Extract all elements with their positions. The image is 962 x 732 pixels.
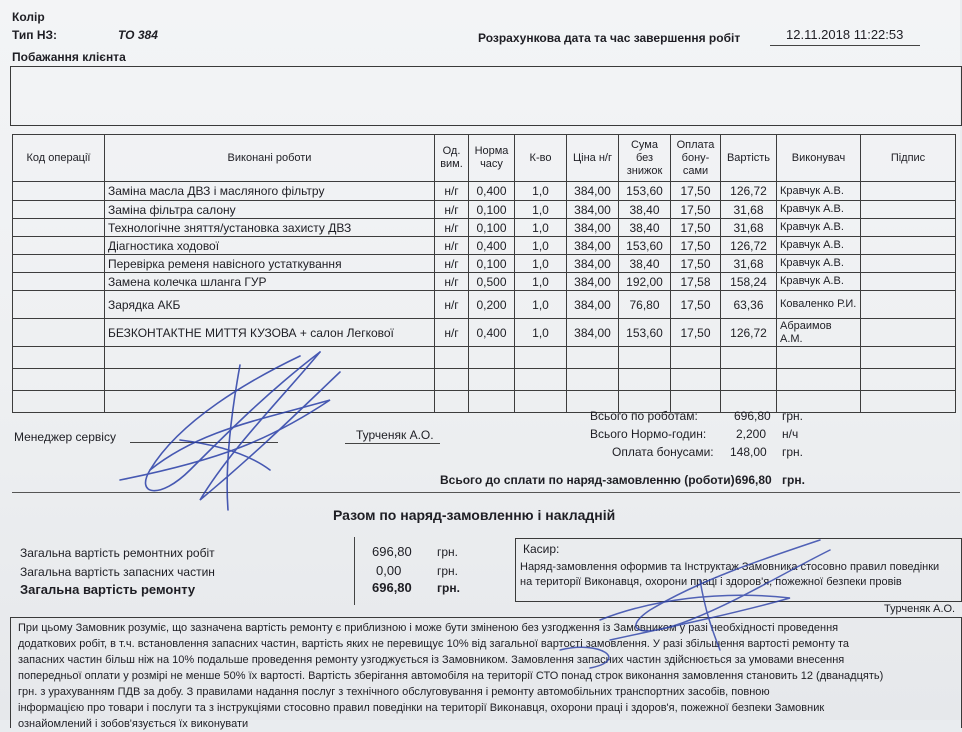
work-description-cell: Перевірка ременя навісного устаткування xyxy=(105,255,435,273)
sum-cell: 153,60 xyxy=(619,237,671,255)
quantity-cell: 1,0 xyxy=(515,291,567,319)
summary-works-value: 696,80 xyxy=(372,544,412,559)
order-type-value: ТО 384 xyxy=(118,28,158,42)
cashier-note-line-1: Наряд-замовлення оформив та Інструктаж Замовника стосовно правил поведінки xyxy=(520,561,940,573)
summary-works-label: Загальна вартість ремонтних робіт xyxy=(20,546,215,560)
bonus-payment-cell: 17,50 xyxy=(671,182,721,201)
unit-cell: н/г xyxy=(435,182,469,201)
col-header-code: Код операції xyxy=(13,135,105,182)
price-cell: 384,00 xyxy=(567,182,619,201)
norm-time-cell: 0,100 xyxy=(469,255,515,273)
work-description-cell: Замена колечка шланга ГУР xyxy=(105,273,435,291)
bonus-payment-cell: 17,50 xyxy=(671,237,721,255)
bonus-total-unit: грн. xyxy=(782,445,804,459)
norm-time-cell: 0,100 xyxy=(469,201,515,219)
sum-cell: 153,60 xyxy=(619,319,671,347)
col-header-work: Виконані роботи xyxy=(105,135,435,182)
summary-parts-label: Загальна вартість запасних частин xyxy=(20,565,215,579)
cost-cell: 31,68 xyxy=(721,219,777,237)
bonus-total-label: Оплата бонусами: xyxy=(612,445,714,459)
col-header-unit: Од. вим. xyxy=(435,135,469,182)
cost-cell: 63,36 xyxy=(721,291,777,319)
client-wishes-label: Побажання клієнта xyxy=(12,50,126,64)
price-cell: 384,00 xyxy=(567,219,619,237)
work-description-cell: Заміна фільтра салону xyxy=(105,201,435,219)
price-cell: 384,00 xyxy=(567,291,619,319)
cost-cell: 31,68 xyxy=(721,255,777,273)
sum-cell: 76,80 xyxy=(619,291,671,319)
bonus-payment-cell: 17,50 xyxy=(671,319,721,347)
terms-line: додаткових робіт, в т.ч. встановлення запасних частин, вартість яких не перевищує 10% від загальної вартості замовлення. У разі збільшення вартості ремонту та xyxy=(18,638,850,650)
summary-parts-value: 0,00 xyxy=(376,563,402,578)
executor-cell: Коваленко Р.И. xyxy=(777,291,861,319)
summary-repair-unit: грн. xyxy=(437,581,460,595)
summary-title: Разом по наряд-замовленню і накладній xyxy=(333,507,616,523)
summary-repair-value: 696,80 xyxy=(372,580,412,595)
executor-cell: Кравчук А.В. xyxy=(777,273,861,291)
executor-cell: Кравчук А.В. xyxy=(777,182,861,201)
col-header-executor: Виконувач xyxy=(777,135,861,182)
col-header-qty: К-во xyxy=(515,135,567,182)
norm-hours-label: Всього Нормо-годин: xyxy=(590,427,707,441)
terms-line: При цьому Замовник розуміє, що зазначена вартість ремонту є приблизною і може бути зміненою без узгодження із Замовником у разі необхідності проведення xyxy=(18,622,839,634)
work-description-cell: Заміна масла ДВЗ і масляного фільтру xyxy=(105,182,435,201)
cost-cell: 126,72 xyxy=(721,182,777,201)
total-works-unit: грн. xyxy=(782,409,804,423)
work-description-cell: Діагностика ходової xyxy=(105,237,435,255)
summary-parts-unit: грн. xyxy=(437,564,459,578)
sum-cell: 38,40 xyxy=(619,255,671,273)
price-cell: 384,00 xyxy=(567,273,619,291)
sum-cell: 192,00 xyxy=(619,273,671,291)
price-cell: 384,00 xyxy=(567,255,619,273)
quantity-cell: 1,0 xyxy=(515,319,567,347)
manager-signature xyxy=(120,352,340,510)
sum-cell: 38,40 xyxy=(619,201,671,219)
total-works-label: Всього по роботам: xyxy=(590,409,698,423)
grand-total-value: 696,80 xyxy=(735,473,772,487)
order-type-label: Тип НЗ: xyxy=(12,28,58,42)
cost-cell: 158,24 xyxy=(721,273,777,291)
work-description-cell: Технологічне зняття/установка захисту ДВЗ xyxy=(105,219,435,237)
cashier-note-line-2: на території Виконавця, охорони праці і здоров'я, пожежної безпеки провів xyxy=(520,576,902,588)
price-cell: 384,00 xyxy=(567,201,619,219)
color-label: Колір xyxy=(12,10,45,24)
executor-cell: Кравчук А.В. xyxy=(777,255,861,273)
grand-total-label: Всього до сплати по наряд-замовленню (роботи) xyxy=(440,473,735,487)
executor-cell: Кравчук А.В. xyxy=(777,201,861,219)
col-header-bonus: Оплата бону- сами xyxy=(671,135,721,182)
norm-time-cell: 0,200 xyxy=(469,291,515,319)
price-cell: 384,00 xyxy=(567,237,619,255)
executor-cell: Абраимов А.М. xyxy=(777,319,861,347)
terms-line: інформацією про товари і послуги та з інструкціями стосовно правил поведінки на території Виконавця, охорони праці і здоров'я, пожежної безпеки Замовник xyxy=(18,702,825,714)
sum-cell: 38,40 xyxy=(619,219,671,237)
unit-cell: н/г xyxy=(435,255,469,273)
cost-cell: 126,72 xyxy=(721,237,777,255)
manager-label: Менеджер сервісу xyxy=(14,430,116,444)
work-description-cell: Зарядка АКБ xyxy=(105,291,435,319)
calc-date-value: 12.11.2018 11:22:53 xyxy=(786,27,904,42)
norm-time-cell: 0,400 xyxy=(469,237,515,255)
unit-cell: н/г xyxy=(435,219,469,237)
quantity-cell: 1,0 xyxy=(515,273,567,291)
col-header-cost: Вартість xyxy=(721,135,777,182)
norm-time-cell: 0,100 xyxy=(469,219,515,237)
bonus-payment-cell: 17,50 xyxy=(671,255,721,273)
summary-repair-label: Загальна вартість ремонту xyxy=(20,582,196,597)
cost-cell: 126,72 xyxy=(721,319,777,347)
quantity-cell: 1,0 xyxy=(515,219,567,237)
quantity-cell: 1,0 xyxy=(515,255,567,273)
manager-name: Турченяк А.О. xyxy=(356,428,434,442)
norm-hours-value: 2,200 xyxy=(736,427,767,441)
executor-cell: Кравчук А.В. xyxy=(777,237,861,255)
total-works-value: 696,80 xyxy=(734,409,771,423)
unit-cell: н/г xyxy=(435,201,469,219)
quantity-cell: 1,0 xyxy=(515,237,567,255)
quantity-cell: 1,0 xyxy=(515,201,567,219)
bonus-payment-cell: 17,50 xyxy=(671,219,721,237)
calc-date-label: Розрахункова дата та час завершення робіт xyxy=(478,31,741,45)
bonus-total-value: 148,00 xyxy=(730,445,767,459)
norm-time-cell: 0,500 xyxy=(469,273,515,291)
bonus-payment-cell: 17,50 xyxy=(671,201,721,219)
bonus-payment-cell: 17,50 xyxy=(671,291,721,319)
cashier-label: Касир: xyxy=(523,542,560,556)
norm-time-cell: 0,400 xyxy=(469,319,515,347)
col-header-price: Ціна н/г xyxy=(567,135,619,182)
terms-line: попередньої оплати у розмірі не менше 50% їх вартості. Вартість зберігання автомобіля на території СТО понад строк виконання замовлення становить 12 (дванадцять) xyxy=(18,670,884,682)
terms-line: ознайомлений і зобов'язується їх виконувати xyxy=(18,718,249,730)
sum-cell: 153,60 xyxy=(619,182,671,201)
norm-time-cell: 0,400 xyxy=(469,182,515,201)
terms-line: грн. з урахуванням ПДВ за добу. З правилами надання послуг з технічного обслуговування і ремонту автомобільних транспортних засобів, повною xyxy=(18,686,770,698)
grand-total-unit: грн. xyxy=(782,473,805,487)
col-header-signature: Підпис xyxy=(861,135,956,182)
quantity-cell: 1,0 xyxy=(515,182,567,201)
col-header-norm: Норма часу xyxy=(469,135,515,182)
price-cell: 384,00 xyxy=(567,319,619,347)
unit-cell: н/г xyxy=(435,273,469,291)
col-header-sum: Сума без знижок xyxy=(619,135,671,182)
cashier-name: Турченяк А.О. xyxy=(884,603,956,615)
terms-line: запасних частин більш ніж на 10% подальше проведення ремонту узгоджується із Замовником. Замовлення запасних частин здійснюється за умовами внесення xyxy=(18,654,845,666)
executor-cell: Кравчук А.В. xyxy=(777,219,861,237)
cost-cell: 31,68 xyxy=(721,201,777,219)
bonus-payment-cell: 17,58 xyxy=(671,273,721,291)
unit-cell: н/г xyxy=(435,291,469,319)
unit-cell: н/г xyxy=(435,237,469,255)
cashier-signature xyxy=(560,540,830,668)
norm-hours-unit: н/ч xyxy=(782,427,799,441)
summary-works-unit: грн. xyxy=(437,545,459,559)
work-description-cell: БЕЗКОНТАКТНЕ МИТТЯ КУЗОВА + салон Легкової xyxy=(105,319,435,347)
unit-cell: н/г xyxy=(435,319,469,347)
